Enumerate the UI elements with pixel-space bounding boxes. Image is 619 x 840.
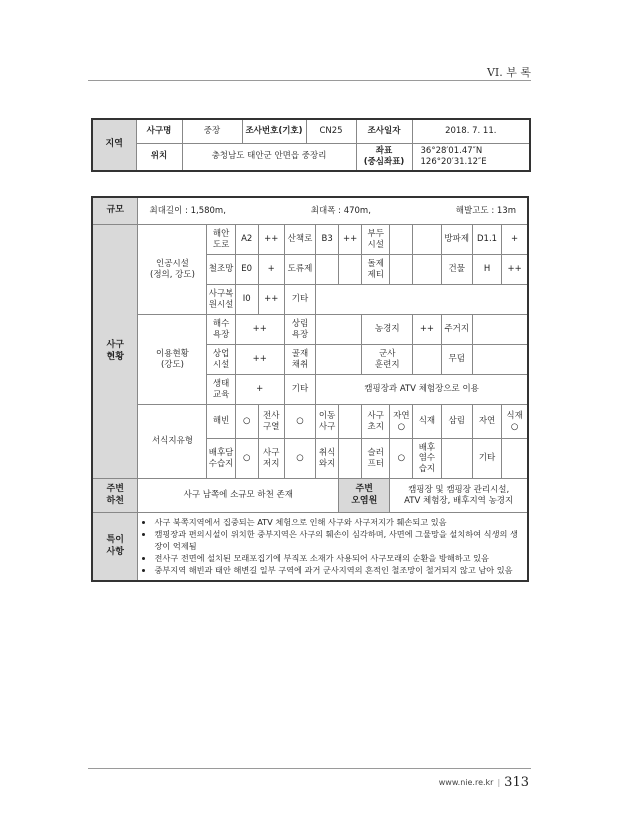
habitat-cell: ○ bbox=[235, 405, 258, 439]
habitat-cell: ○ bbox=[390, 439, 413, 479]
status-label: 사구 현황 bbox=[92, 225, 138, 479]
max-length: 최대길이 : 1,580m, bbox=[149, 205, 226, 216]
facility-cell: + bbox=[502, 225, 528, 255]
header-divider bbox=[88, 80, 531, 81]
facility-cell: H bbox=[472, 255, 501, 285]
facility-cell: ++ bbox=[258, 225, 284, 255]
usage-cell: 상림 욕장 bbox=[284, 315, 315, 345]
pollution-label: 주변 오염원 bbox=[339, 479, 390, 513]
facilities-label: 인공시설 (정의, 강도) bbox=[138, 225, 207, 315]
usage-cell bbox=[472, 315, 528, 345]
coord-lon: 126°20′31.12″E bbox=[420, 156, 487, 167]
survey-no-label: 조사번호(기호) bbox=[242, 119, 306, 143]
habitat-cell: 이동 사구 bbox=[316, 405, 339, 439]
facility-cell: 산책로 bbox=[284, 225, 315, 255]
usage-cell: ++ bbox=[413, 315, 441, 345]
habitat-cell: 해빈 bbox=[207, 405, 235, 439]
note-item: • 사구 북쪽지역에서 집중되는 ATV 체험으로 인해 사구와 사구저지가 훼손되고 있음 bbox=[154, 517, 521, 529]
river: 사구 남쪽에 소규모 하천 존재 bbox=[138, 479, 339, 513]
region-label: 지역 bbox=[92, 119, 136, 171]
usage-cell bbox=[413, 345, 441, 375]
usage-cell: 기타 bbox=[284, 375, 315, 405]
max-width: 최대폭 : 470m, bbox=[310, 205, 371, 216]
facility-cell: ++ bbox=[502, 255, 528, 285]
facility-cell: 부두 시설 bbox=[362, 225, 390, 255]
usage-cell: 해수 욕장 bbox=[207, 315, 235, 345]
habitat-cell: 식재 ○ bbox=[502, 405, 528, 439]
location: 충청남도 태안군 안면읍 중장리 bbox=[182, 143, 356, 171]
river-label: 주변 하천 bbox=[92, 479, 138, 513]
habitat-cell: 자연 ○ bbox=[390, 405, 413, 439]
facility-cell bbox=[390, 255, 413, 285]
habitat-cell bbox=[441, 439, 472, 479]
page-footer bbox=[439, 775, 529, 790]
habitat-cell: 식재 bbox=[413, 405, 441, 439]
usage-cell: 무덤 bbox=[441, 345, 472, 375]
survey-info-table bbox=[91, 118, 531, 172]
habitat-cell: 삼림 bbox=[441, 405, 472, 439]
dune-status-table bbox=[91, 196, 529, 582]
notes-label: 특이 사항 bbox=[92, 513, 138, 582]
footer-url[interactable]: www.nie.re.kr bbox=[438, 778, 494, 787]
facility-cell: 사구복 원시설 bbox=[207, 285, 235, 315]
facility-cell: E0 bbox=[235, 255, 258, 285]
dune-name: 중장 bbox=[182, 119, 242, 143]
usage-cell: 골재 채취 bbox=[284, 345, 315, 375]
usage-label: 이용현황 (강도) bbox=[138, 315, 207, 405]
habitat-cell: ○ bbox=[284, 405, 315, 439]
usage-cell: 군사 훈련지 bbox=[362, 345, 413, 375]
note-item: • 캠핑장과 편의시설이 위치한 중부지역은 사구의 훼손이 심각하며, 사면에 그물망을 설치하여 식생의 생장이 억제됨 bbox=[154, 529, 521, 553]
section-header: VI. 부 록 bbox=[486, 66, 531, 79]
facility-cell: 기타 bbox=[284, 285, 315, 315]
habitat-cell bbox=[502, 439, 528, 479]
scale-label: 규모 bbox=[92, 197, 138, 225]
survey-date-label: 조사일자 bbox=[356, 119, 412, 143]
footer-separator: | bbox=[497, 778, 501, 787]
usage-cell: ++ bbox=[235, 315, 284, 345]
facility-cell: + bbox=[258, 255, 284, 285]
habitat-cell: ○ bbox=[284, 439, 315, 479]
habitat-label: 서식지유형 bbox=[138, 405, 207, 479]
facility-cell bbox=[413, 225, 441, 255]
coord-label: 좌표 (중심좌표) bbox=[356, 143, 412, 171]
note-item: • 중부지역 해빈과 태안 해변길 일부 구역에 과거 군사지역의 흔적인 철조망이 철거되지 않고 남아 있음 bbox=[154, 565, 521, 577]
habitat-cell: ○ bbox=[235, 439, 258, 479]
habitat-cell: 배후 염수 습지 bbox=[413, 439, 441, 479]
facility-cell bbox=[390, 225, 413, 255]
habitat-cell: 자연 bbox=[472, 405, 501, 439]
usage-cell bbox=[316, 315, 362, 345]
facility-cell: I0 bbox=[235, 285, 258, 315]
habitat-cell bbox=[339, 405, 362, 439]
facility-cell: A2 bbox=[235, 225, 258, 255]
facility-cell: 건물 bbox=[441, 255, 472, 285]
facility-cell: 돌제 제티 bbox=[362, 255, 390, 285]
habitat-cell: 배후담 수습지 bbox=[207, 439, 235, 479]
facility-cell: 도류제 bbox=[284, 255, 315, 285]
facility-cell: D1.1 bbox=[472, 225, 501, 255]
notes-list bbox=[144, 517, 521, 576]
usage-cell bbox=[472, 345, 528, 375]
usage-cell: + bbox=[235, 375, 284, 405]
habitat-cell: 슬러 프터 bbox=[362, 439, 390, 479]
facility-cell: 철조망 bbox=[207, 255, 235, 285]
facility-cell: B3 bbox=[316, 225, 339, 255]
usage-cell: 농경지 bbox=[362, 315, 413, 345]
note-item: • 전사구 전면에 설치된 모래포집기에 부직포 소재가 사용되어 사구모래의 순환을 방해하고 있음 bbox=[154, 553, 521, 565]
facility-cell: 방파제 bbox=[441, 225, 472, 255]
facility-cell bbox=[413, 255, 441, 285]
habitat-cell bbox=[339, 439, 362, 479]
facility-cell bbox=[316, 255, 339, 285]
elevation: 해발고도 : 13m bbox=[455, 205, 516, 216]
survey-date: 2018. 7. 11. bbox=[412, 119, 530, 143]
footer-divider bbox=[88, 768, 531, 769]
facility-cell: ++ bbox=[339, 225, 362, 255]
usage-cell: 주거지 bbox=[441, 315, 472, 345]
habitat-cell: 사구 저지 bbox=[258, 439, 284, 479]
facility-cell bbox=[339, 255, 362, 285]
facility-cell: 해안 도로 bbox=[207, 225, 235, 255]
usage-cell: ++ bbox=[235, 345, 284, 375]
facility-cell bbox=[316, 285, 528, 315]
coord-lat: 36°28′01.47″N bbox=[420, 146, 483, 157]
usage-cell: 생태 교육 bbox=[207, 375, 235, 405]
survey-no: CN25 bbox=[306, 119, 356, 143]
facility-cell: ++ bbox=[258, 285, 284, 315]
habitat-cell: 기타 bbox=[472, 439, 501, 479]
habitat-cell: 전사 구열 bbox=[258, 405, 284, 439]
location-label: 위치 bbox=[136, 143, 182, 171]
habitat-cell: 취식 와지 bbox=[316, 439, 339, 479]
dune-name-label: 사구명 bbox=[136, 119, 182, 143]
pollution: 캠핑장 및 캠핑장 관리시설, ATV 체험장, 배후지역 농경지 bbox=[390, 479, 528, 513]
usage-cell bbox=[316, 345, 362, 375]
page-number: 313 bbox=[504, 775, 529, 790]
usage-cell: 상업 시설 bbox=[207, 345, 235, 375]
usage-cell: 캠핑장과 ATV 체험장으로 이용 bbox=[316, 375, 528, 405]
habitat-cell: 사구 초지 bbox=[362, 405, 390, 439]
